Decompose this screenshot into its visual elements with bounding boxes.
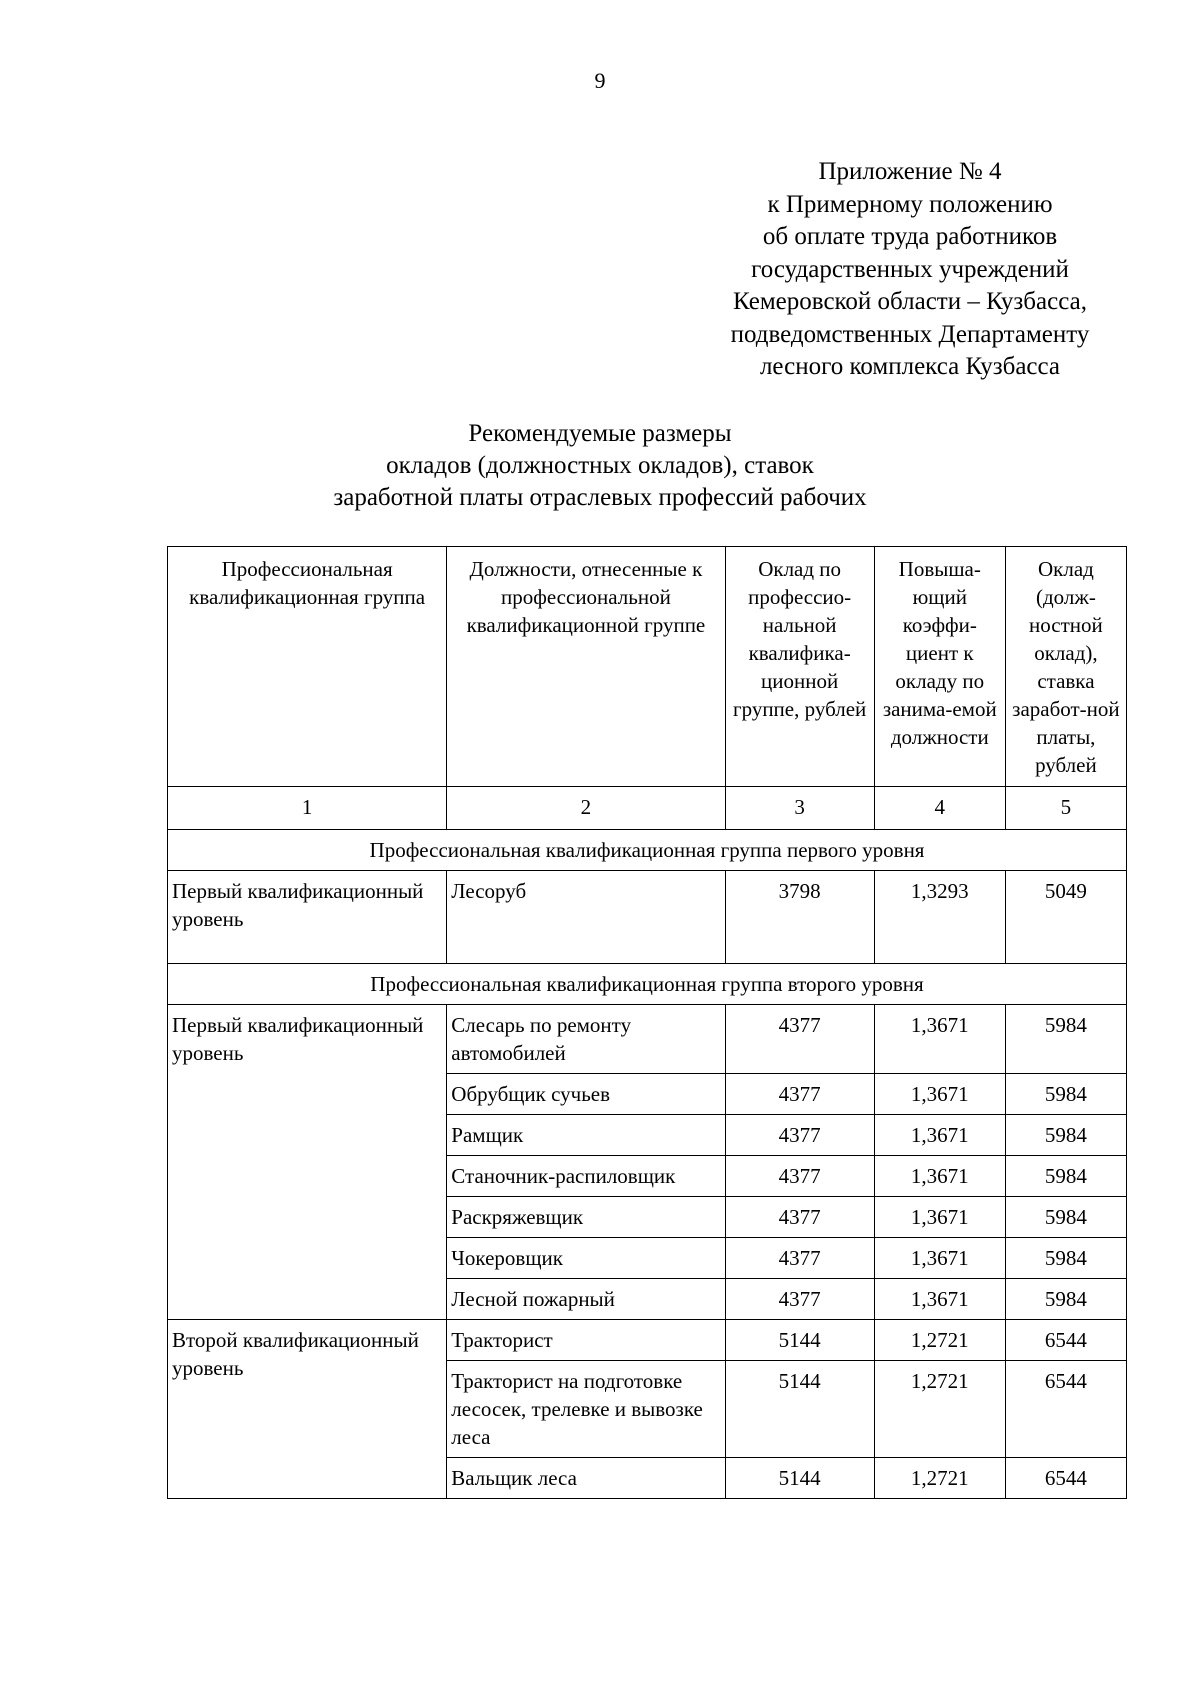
salary: 5984 — [1005, 1005, 1126, 1074]
position-name: Чокеровщик — [447, 1238, 725, 1279]
appendix-line: Кемеровской области – Кузбасса, — [733, 288, 1087, 315]
column-number: 3 — [725, 787, 874, 830]
salary: 5049 — [1005, 871, 1126, 964]
document-title — [0, 418, 1200, 514]
salary: 6544 — [1005, 1458, 1126, 1499]
coefficient: 1,2721 — [874, 1361, 1005, 1458]
header-cell-positions: Должности, отнесенные к профессиональной квалификационной группе — [447, 547, 725, 787]
appendix-line: об оплате труда работников — [762, 223, 1058, 250]
base-salary: 5144 — [725, 1458, 874, 1499]
coefficient: 1,3671 — [874, 1238, 1005, 1279]
base-salary: 4377 — [725, 1005, 874, 1074]
column-number: 1 — [168, 787, 447, 830]
coefficient: 1,3671 — [874, 1197, 1005, 1238]
header-cell-group: Профессиональная квалификационная группа — [168, 547, 447, 787]
base-salary: 5144 — [725, 1320, 874, 1361]
position-name: Раскряжевщик — [447, 1197, 725, 1238]
level-label: Первый квалификационный уровень — [168, 871, 447, 964]
group-title: Профессиональная квалификационная группа второго уровня — [168, 964, 1127, 1005]
salary: 5984 — [1005, 1279, 1126, 1320]
salary: 5984 — [1005, 1156, 1126, 1197]
group-title: Профессиональная квалификационная группа первого уровня — [168, 830, 1127, 871]
coefficient: 1,2721 — [874, 1458, 1005, 1499]
table-row — [168, 1005, 1127, 1074]
appendix-line: лесного комплекса Кузбасса — [759, 353, 1061, 380]
column-number: 5 — [1005, 787, 1126, 830]
header-row — [168, 547, 1127, 787]
position-name: Обрубщик сучьев — [447, 1074, 725, 1115]
position-name: Рамщик — [447, 1115, 725, 1156]
salary: 5984 — [1005, 1115, 1126, 1156]
position-name: Лесной пожарный — [447, 1279, 725, 1320]
header-cell-coefficient: Повыша-ющий коэффи-циент к окладу по занима-емой должности — [874, 547, 1005, 787]
column-number: 4 — [874, 787, 1005, 830]
appendix-reference — [680, 156, 1140, 384]
appendix-line: подведомственных Департаменту — [730, 320, 1090, 348]
appendix-line: государственных учреждений — [751, 255, 1069, 283]
page-number: 9 — [594, 68, 606, 93]
salary: 5984 — [1005, 1197, 1126, 1238]
base-salary: 4377 — [725, 1238, 874, 1279]
base-salary: 4377 — [725, 1197, 874, 1238]
coefficient: 1,3671 — [874, 1156, 1005, 1197]
coefficient: 1,3671 — [874, 1279, 1005, 1320]
coefficient: 1,3671 — [874, 1005, 1005, 1074]
title-line: окладов (должностных окладов), ставок — [386, 452, 814, 479]
column-number-row — [168, 787, 1127, 830]
group-title-row — [168, 964, 1127, 1005]
coefficient: 1,3671 — [874, 1115, 1005, 1156]
salary-table — [167, 546, 1127, 1499]
coefficient: 1,2721 — [874, 1320, 1005, 1361]
header-cell-salary: Оклад (долж-ностной оклад), ставка заработ-ной платы, рублей — [1005, 547, 1126, 787]
position-name: Слесарь по ремонту автомобилей — [447, 1005, 725, 1074]
position-name: Лесоруб — [447, 871, 725, 964]
salary: 6544 — [1005, 1361, 1126, 1458]
table-row — [168, 1320, 1127, 1361]
base-salary: 4377 — [725, 1115, 874, 1156]
coefficient: 1,3671 — [874, 1074, 1005, 1115]
column-number: 2 — [447, 787, 725, 830]
coefficient: 1,3293 — [874, 871, 1005, 964]
level-label: Второй квалификационный уровень — [168, 1320, 447, 1499]
title-line: заработной платы отраслевых профессий рабочих — [333, 484, 867, 511]
base-salary: 5144 — [725, 1361, 874, 1458]
position-name: Тракторист — [447, 1320, 725, 1361]
position-name: Тракторист на подготовке лесосек, трелевке и вывозке леса — [447, 1361, 725, 1458]
base-salary: 4377 — [725, 1156, 874, 1197]
salary: 5984 — [1005, 1074, 1126, 1115]
header-cell-base-salary: Оклад по профессио-нальной квалифика-ционной группе, рублей — [725, 547, 874, 787]
appendix-line: к Примерному положению — [767, 190, 1053, 218]
position-name: Вальщик леса — [447, 1458, 725, 1499]
title-line: Рекомендуемые размеры — [468, 420, 732, 447]
base-salary: 3798 — [725, 871, 874, 964]
salary: 6544 — [1005, 1320, 1126, 1361]
position-name: Станочник-распиловщик — [447, 1156, 725, 1197]
table-row — [168, 871, 1127, 964]
appendix-line: Приложение № 4 — [818, 158, 1002, 185]
salary: 5984 — [1005, 1238, 1126, 1279]
base-salary: 4377 — [725, 1279, 874, 1320]
base-salary: 4377 — [725, 1074, 874, 1115]
level-label: Первый квалификационный уровень — [168, 1005, 447, 1320]
group-title-row — [168, 830, 1127, 871]
